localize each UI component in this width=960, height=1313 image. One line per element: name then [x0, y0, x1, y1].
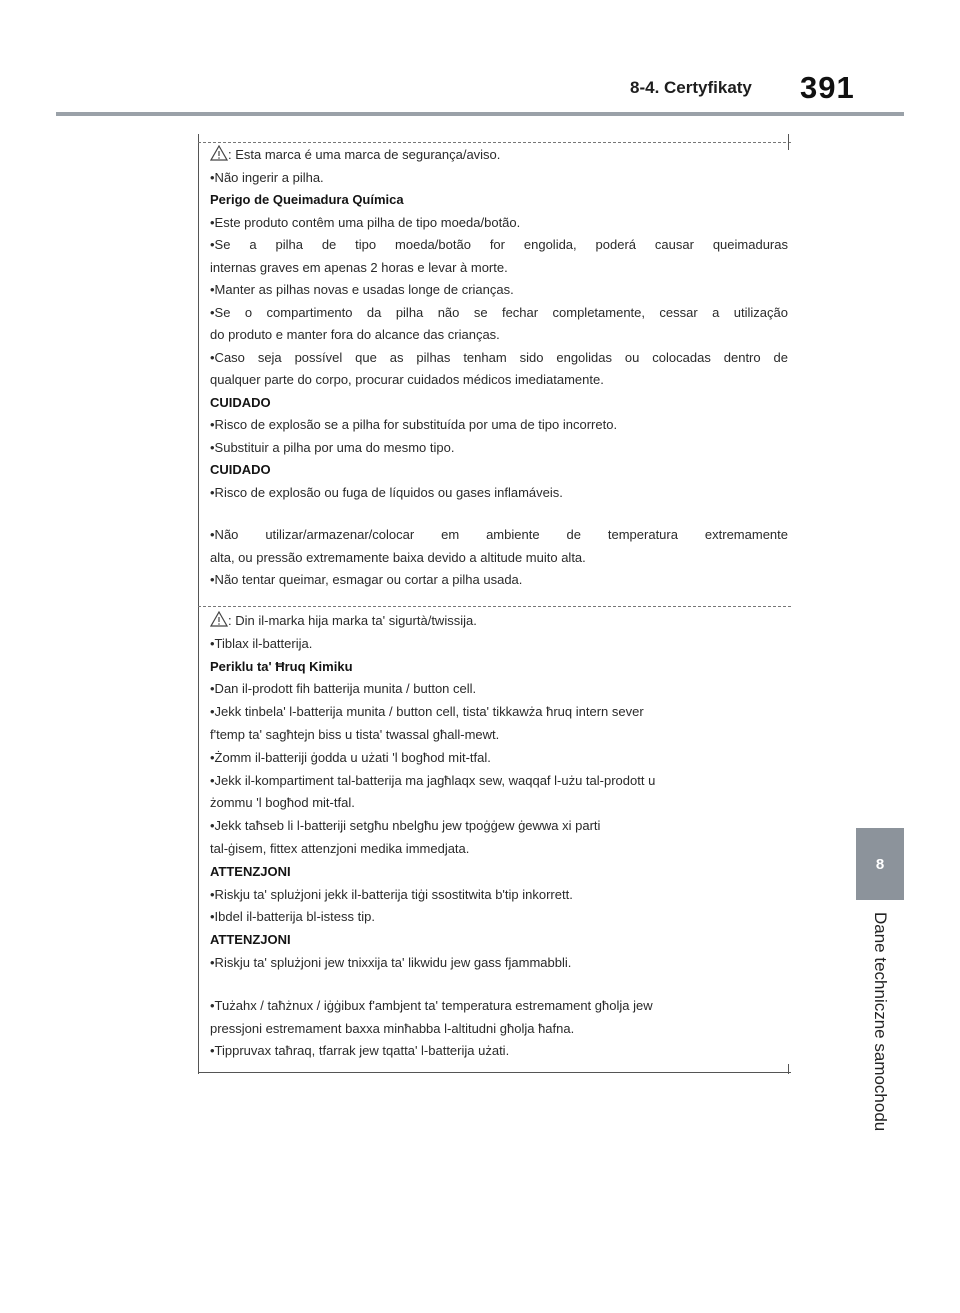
page-number: 391 — [800, 70, 855, 105]
warning-mark-line — [210, 610, 788, 633]
text-line: qualquer parte do corpo, procurar cuidados médicos imediatamente. — [210, 372, 604, 387]
scan-border — [788, 134, 789, 150]
text-line: •Tippruvax taħraq, tfarrak jew tqatta' l-batterija użati. — [210, 1043, 510, 1059]
text-line: pressjoni estremament baxxa minħabba l-altitudni għolja ħafna. — [210, 1020, 575, 1036]
scanned-label-image — [198, 134, 791, 1074]
text-line: do produto e manter fora do alcance das crianças. — [210, 327, 500, 342]
maltese-warning-block — [210, 610, 788, 1063]
text-line: •Jekk taħseb li l-batteriji setgħu nbelgħu jew tpoġġew ġewwa xi parti — [210, 818, 601, 834]
text-line: •Não tentar queimar, esmagar ou cortar a pilha usada. — [210, 572, 523, 587]
warning-triangle-icon — [210, 611, 228, 627]
text-line: •Riskju ta' splużjoni jekk il-batterija tiġi ssostitwita b'tip inkorrett. — [210, 886, 573, 902]
spacer — [210, 504, 788, 524]
text-line: •Se o compartimento da pilha não se fechar completamente, cessar a utilização — [210, 304, 788, 320]
scan-border — [198, 134, 199, 1074]
text-line: •Caso seja possível que as pilhas tenham sido engolidas ou colocadas dentro de — [210, 349, 788, 365]
language-divider — [198, 606, 791, 607]
text-line: •Jekk il-kompartiment tal-batterija ma jagħlaqx sew, waqqaf l-użu tal-prodott u — [210, 772, 656, 788]
heading-line: Periklu ta' Ħruq Kimiku — [210, 658, 353, 674]
chapter-tab[interactable]: 8 — [856, 828, 904, 900]
text-line: •Substituir a pilha por uma do mesmo tipo. — [210, 439, 455, 455]
text-line: •Este produto contêm uma pilha de tipo moeda/botão. — [210, 214, 521, 230]
heading-line: ATTENZJONI — [210, 932, 291, 948]
chapter-title-vertical: Dane techniczne samochodu — [871, 912, 890, 1132]
text-line: •Risco de explosão ou fuga de líquidos ou gases inflamáveis. — [210, 484, 563, 500]
text-line: alta, ou pressão extremamente baixa devido a altitude muito alta. — [210, 549, 586, 565]
text-line: •Não ingerir a pilha. — [210, 169, 324, 185]
text-line: f'temp ta' sagħtejn biss u tista' twassal għall-mewt. — [210, 726, 500, 742]
scan-border — [198, 1072, 791, 1073]
text-line: •Manter as pilhas novas e usadas longe de crianças. — [210, 282, 514, 297]
text-line: •Tużahx / taħżnux / iġġibux f'ambjent ta' temperatura estremament għolja jew — [210, 997, 653, 1013]
section-title: 8-4. Certyfikaty — [630, 78, 752, 97]
text-line: •Não utilizar/armazenar/colocar em ambiente de temperatura extremamente — [210, 527, 788, 542]
warning-triangle-icon — [210, 145, 228, 161]
text-line: : Din il-marka hija marka ta' sigurtà/twissija. — [228, 613, 477, 628]
heading-line: CUIDADO — [210, 462, 271, 477]
text-line: •Jekk tinbela' l-batterija munita / button cell, tista' tikkawża ħruq intern sever — [210, 704, 644, 720]
spacer — [210, 975, 788, 995]
text-line: •Se a pilha de tipo moeda/botão for engolida, poderá causar queimaduras — [210, 237, 788, 252]
text-line: : Esta marca é uma marca de segurança/aviso. — [228, 147, 501, 162]
text-line: •Dan il-prodott fih batterija munita / button cell. — [210, 681, 477, 697]
text-line: •Risco de explosão se a pilha for substituída por uma de tipo incorreto. — [210, 417, 618, 432]
header-divider — [56, 112, 904, 116]
text-line: •Tiblax il-batterija. — [210, 635, 313, 651]
text-line: •Ibdel il-batterija bl-istess tip. — [210, 909, 375, 925]
text-line: •Żomm il-batteriji ġodda u użati 'l bogħod mit-tfal. — [210, 749, 491, 765]
warning-mark-line — [210, 144, 788, 167]
heading-line: Perigo de Queimadura Química — [210, 192, 404, 207]
portuguese-warning-block — [210, 144, 788, 592]
text-line: internas graves em apenas 2 horas e levar à morte. — [210, 259, 508, 275]
text-line: żommu 'l bogħod mit-tfal. — [210, 795, 355, 811]
heading-line: ATTENZJONI — [210, 863, 291, 879]
text-line: •Riskju ta' splużjoni jew tnixxija ta' likwidu jew gass fjammabbli. — [210, 954, 572, 970]
text-line: tal-ġisem, fittex attenzjoni medika immedjata. — [210, 840, 470, 856]
heading-line: CUIDADO — [210, 394, 271, 410]
scan-border — [198, 142, 791, 143]
scan-border — [788, 1064, 789, 1074]
